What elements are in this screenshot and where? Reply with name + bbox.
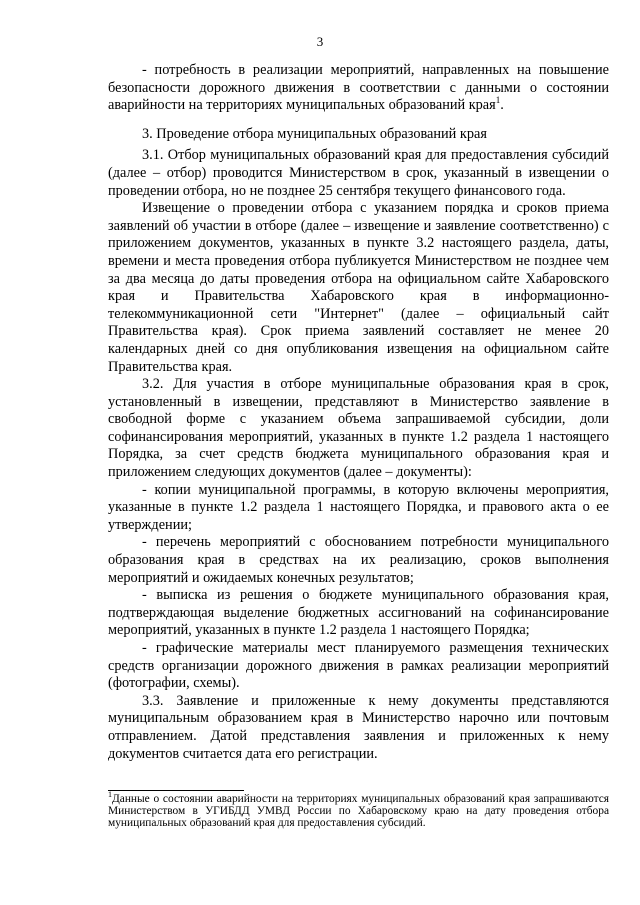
paragraph-3-1: 3.1. Отбор муниципальных образований края для предоставления субсидий (далее – отбор) проводится Министерством в срок, указанный в извещении о проведении отбора, но не позднее 25 сентября текущего финансового года. — [108, 147, 609, 199]
paragraph-need — [108, 62, 609, 115]
list-item-budget-extract: - выписка из решения о бюджете муниципального образования края, подтверждающая выделение бюджетных ассигнований на софинансирование мероприятий, указанных в пункте 1.2 раздела 1 настоящего Порядка; — [108, 587, 609, 639]
paragraph-3-2: 3.2. Для участия в отборе муниципальные образования края в срок, установленный в извещении, представляют в Министерство заявление в свободной форме с указанием объема запрашиваемой субсидии, доли софинансирования мероприятий, указанных в пункте 1.2 раздела 1 настоящего Порядка, за счет средств бюджета муниципального образования края и приложением следующих документов (далее – документы): — [108, 376, 609, 481]
list-item-program: - копии муниципальной программы, в которую включены мероприятия, указанные в пункте 1.2 раздела 1 настоящего Порядка, и правового акта о ее утверждении; — [108, 481, 609, 533]
footnote-text: Данные о состоянии аварийности на территориях муниципальных образований края запрашиваются Министерством в УГИБДД УМВД России по Хабаровскому краю на дату проведения отбора муниципальных образований края для предоставления субсидий. — [108, 793, 609, 830]
footnote-divider — [108, 790, 244, 791]
paragraph-notice: Извещение о проведении отбора с указанием порядка и сроков приема заявлений об участии в отборе (далее – извещение и заявление соответственно) с приложением документов, указанных в пункте 3.2 настоящего раздела, даты, времени и места проведения отбора публикуется Министерством не позднее чем за два месяца до даты проведения отбора на официальном сайте Хабаровского края и Правительства Хабаровского края в информационно-телекоммуникационной сети "Интернет" (далее – официальный сайт Правительства края). Срок приема заявлений составляет не менее 20 календарных дней со дня опубликования извещения на официальном сайте Правительства края. — [108, 200, 609, 375]
list-item-graphics: - графические материалы мест планируемого размещения технических средств организации дорожного движения в рамках реализации мероприятий (фотографии, схемы). — [108, 640, 609, 692]
paragraph-need-text: - потребность в реализации мероприятий, направленных на повышение безопасности дорожного движения в соответствии с данными о состоянии аварийности на территориях муниципальных образований края — [108, 62, 609, 114]
footnote-reference: 1 — [495, 95, 501, 106]
footnote-marker: 1 — [108, 790, 112, 800]
section-heading: 3. Проведение отбора муниципальных образований края — [142, 125, 487, 142]
footnote — [108, 790, 609, 830]
paragraph-3-3: 3.3. Заявление и приложенные к нему документы представляются муниципальным образованием края в Министерство нарочно или почтовым отправлением. Датой представления заявления и приложенных к нему документов считается дата его регистрации. — [108, 692, 609, 762]
page-number: 3 — [316, 34, 324, 49]
paragraph-need-tail: . — [500, 97, 504, 114]
document-body — [108, 62, 609, 763]
list-item-measures: - перечень мероприятий с обоснованием потребности муниципального образования края в средствах на их реализацию, сроков выполнения мероприятий и ожидаемых конечных результатов; — [108, 534, 609, 586]
